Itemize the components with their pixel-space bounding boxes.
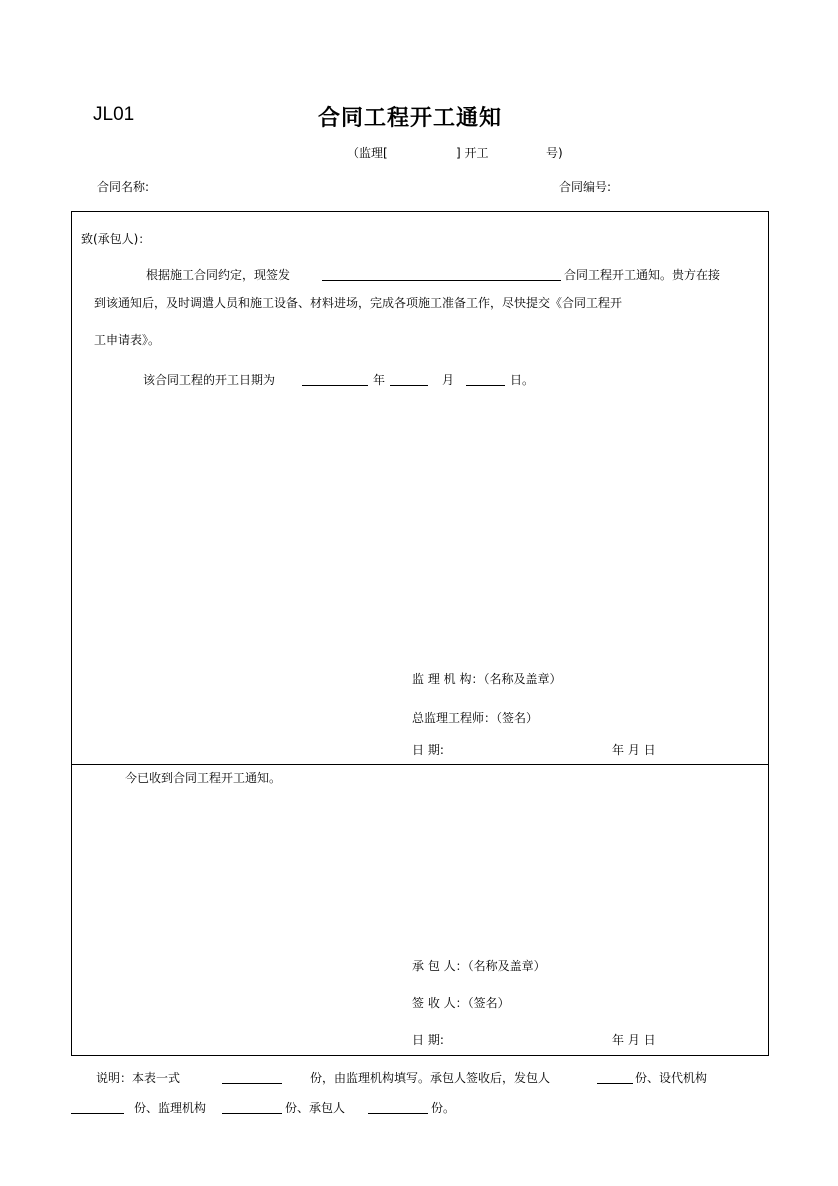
day-label: 日。 [510,373,535,387]
contract-name-label: 合同名称: [97,180,150,194]
start-day-blank[interactable] [466,385,505,386]
note-part3: 份、设代机构 [635,1071,708,1085]
copies-employer-blank[interactable] [597,1083,633,1084]
chief-engineer-label: 总监理工程师：（签名） [412,711,539,725]
notice-date-ymd: 年 月 日 [612,743,656,757]
received-text: 今已收到合同工程开工通知。 [125,771,282,785]
supervision-number-prefix: （监理[ [347,146,388,160]
copies-supervision-blank[interactable] [222,1113,282,1114]
receipt-date-ymd: 年 月 日 [612,1033,656,1047]
supervision-org-label: 监 理 机 构：（名称及盖章） [412,672,562,686]
notice-date-label: 日 期: [412,743,444,757]
note-part6: 份。 [431,1101,456,1115]
month-label: 月 [442,373,455,387]
form-code: JL01 [93,104,135,125]
note-part5: 份、承包人 [285,1101,346,1115]
copies-design-rep-blank[interactable] [71,1113,124,1114]
copies-total-blank[interactable] [222,1083,282,1084]
receipt-section [71,763,769,1056]
notice-paragraph-part1: 根据施工合同约定，现签发 [146,268,291,282]
start-month-blank[interactable] [390,385,428,386]
note-part1: 说明：本表一式 [96,1071,181,1085]
note-part2: 份，由监理机构填写。承包人签收后，发包人 [310,1071,551,1085]
start-date-label: 该合同工程的开工日期为 [143,373,276,387]
contract-number-label: 合同编号: [559,180,612,194]
signer-label: 签 收 人：（签名） [412,996,510,1010]
notice-paragraph-part4: 工申请表》。 [94,333,161,347]
contractor-label: 承 包 人：（名称及盖章） [412,959,546,973]
notice-name-blank[interactable] [322,280,561,281]
copies-contractor-blank[interactable] [368,1113,428,1114]
start-year-blank[interactable] [302,385,368,386]
notice-paragraph-part3: 到该通知后，及时调遣人员和施工设备、材料进场，完成各项施工准备工作，尽快提交《合同工程开 [94,296,623,310]
note-part4: 份、监理机构 [134,1101,207,1115]
year-label: 年 [373,373,386,387]
receipt-date-label: 日 期: [412,1033,444,1047]
supervision-number-suffix: 号) [546,146,563,160]
page-title: 合同工程开工通知 [318,106,503,131]
notice-paragraph-part2: 合同工程开工通知。贵方在接 [564,268,721,282]
supervision-number-mid: ] 开工 [456,146,489,160]
recipient-label: 致(承包人)： [81,232,151,246]
